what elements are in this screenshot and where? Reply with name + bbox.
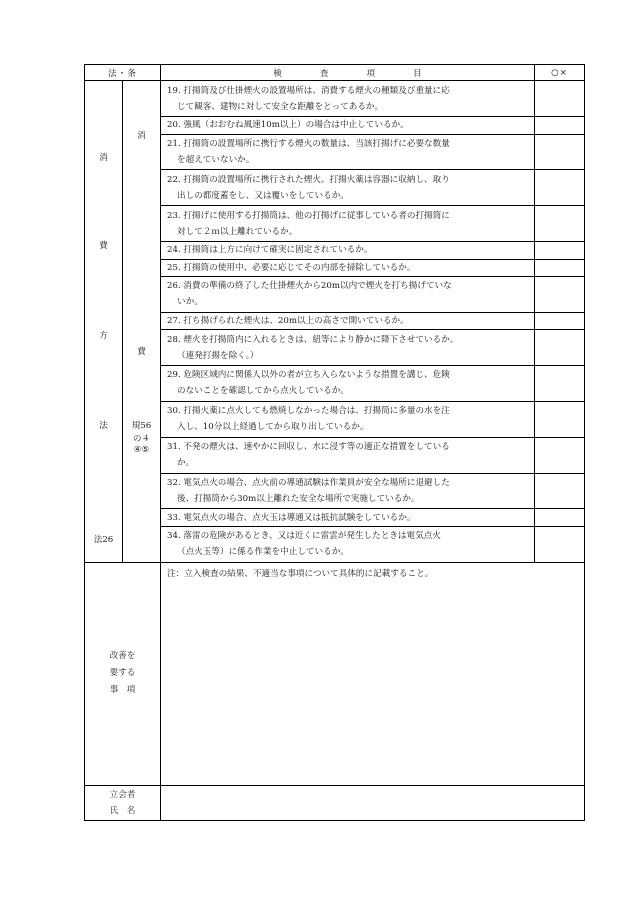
law-label: 方: [99, 331, 108, 342]
sub-label: 消: [137, 131, 146, 142]
sub-label: 費: [137, 347, 146, 358]
item-line2: のないことを確認してから点火しているか。: [177, 386, 349, 397]
mark-cell[interactable]: [535, 526, 585, 562]
mark-cell[interactable]: [535, 276, 585, 312]
check-item: [161, 401, 535, 437]
improvement-row: [85, 562, 585, 785]
check-item: [161, 206, 535, 242]
mark-cell[interactable]: [535, 242, 585, 259]
improvement-label-line: 改善を: [109, 651, 136, 662]
header-item-char: 目: [413, 68, 422, 79]
mark-cell[interactable]: [535, 437, 585, 473]
item-line1: 28. 煙火を打揚筒内に入れるときは、紐等により静かに降下させているか。: [167, 334, 459, 345]
item-line2: 対して２ｍ以上離れているか。: [177, 226, 298, 237]
sub-label: ④⑤: [133, 445, 150, 456]
improvement-label-line: 要する: [109, 668, 136, 679]
sub-label: の４: [132, 434, 151, 445]
improvement-note[interactable]: 注：立入検査の結果、不適当な事項について具体的に記載すること。: [161, 562, 585, 785]
check-item: [161, 312, 535, 329]
mark-cell[interactable]: [535, 259, 585, 276]
header-mark: ○×: [535, 65, 585, 81]
law-column: [85, 81, 123, 562]
witness-row: [85, 786, 585, 821]
mark-cell[interactable]: [535, 206, 585, 242]
item-line2: か。: [177, 458, 195, 469]
check-item: [161, 437, 535, 473]
header-item-char: 査: [319, 68, 329, 79]
header-law: 法・条: [85, 65, 161, 81]
item-line1: 22. 打揚筒の設置場所に携行された煙火、打揚火薬は容器に収納し、取り: [167, 174, 450, 185]
law-label: 法: [99, 421, 108, 432]
check-item: [161, 170, 535, 206]
item-line1: 24. 打揚筒は上方に向けて確実に固定されているか。: [167, 245, 373, 256]
mark-cell[interactable]: [535, 509, 585, 526]
header-item-char: 検: [273, 68, 282, 79]
header-item-char: 項: [366, 68, 376, 79]
check-item: [161, 276, 535, 312]
witness-label: [85, 786, 161, 821]
mark-cell[interactable]: [535, 312, 585, 329]
check-item: [161, 473, 535, 509]
check-item: [161, 81, 535, 117]
improvement-label: [85, 562, 161, 785]
item-line1: 32. 電気点火の場合、点火前の導通試験は作業員が安全な場所に退避した: [167, 478, 450, 489]
item-line1: 34. 落雷の危険があるとき、又は近くに雷雲が発生したときは電気点火: [167, 531, 441, 542]
witness-label-line: 氏 名: [109, 806, 136, 816]
mark-cell[interactable]: [535, 366, 585, 402]
item-line1: 19. 打揚筒及び仕掛煙火の設置場所は、消費する煙火の種類及び重量に応: [167, 85, 450, 96]
law-label: 消: [99, 153, 108, 164]
mark-cell[interactable]: [535, 170, 585, 206]
item-line2: を超えていないか。: [177, 155, 255, 166]
sub-column: [123, 81, 161, 562]
inspection-table: [84, 64, 585, 821]
table-row: [85, 81, 585, 117]
mark-cell[interactable]: [535, 117, 585, 134]
header-item: [161, 65, 535, 81]
item-line1: 23. 打揚げに使用する打揚筒は、他の打揚げに従事している者の打揚筒に: [167, 210, 450, 221]
mark-cell[interactable]: [535, 134, 585, 170]
witness-label-line: 立会者: [109, 790, 136, 800]
check-item: [161, 259, 535, 276]
witness-name-field[interactable]: [161, 786, 585, 821]
check-item: [161, 242, 535, 259]
item-line1: 29. 危険区域内に関係人以外の者が立ち入らないような措置を講じ、危険: [167, 370, 450, 381]
item-line2: （連発打揚を除く。）: [177, 350, 259, 361]
check-item: [161, 117, 535, 134]
item-line1: 27. 打ち揚げられた煙火は、20m以上の高さで開いているか。: [167, 316, 409, 327]
mark-cell[interactable]: [535, 330, 585, 366]
mark-cell[interactable]: [535, 401, 585, 437]
item-line1: 21. 打揚筒の設置場所に携行する煙火の数量は、当該打揚げに必要な数量: [167, 139, 450, 150]
item-line1: 30. 打揚火薬に点火しても燃焼しなかった場合は、打揚筒に多量の水を注: [167, 406, 450, 417]
item-line2: いか。: [177, 297, 203, 308]
header-row: [85, 65, 585, 81]
item-line1: 20. 強風（おおむね風速10m以上）の場合は中止しているか。: [167, 120, 409, 131]
item-line1: 33. 電気点火の場合、点火玉は導通又は抵抗試験をしているか。: [167, 512, 416, 523]
item-line2: （点火玉等）に係る作業を中止しているか。: [177, 547, 349, 558]
check-item: [161, 134, 535, 170]
item-line2: 入し、10分以上経過してから取り出しているか。: [177, 422, 369, 433]
check-item: [161, 509, 535, 526]
improvement-label-line: 事 項: [109, 685, 136, 696]
mark-cell[interactable]: [535, 81, 585, 117]
sub-label: 規56: [131, 421, 152, 432]
check-item: [161, 526, 535, 562]
item-line2: 後、打揚筒から30m以上離れた安全な場所で実施しているか。: [177, 494, 420, 505]
law-label: 費: [99, 241, 108, 252]
item-line2: 出しの都度蓋をし、又は覆いをしているか。: [177, 190, 349, 201]
item-line1: 26. 消費の準備の終了した仕掛煙火から20m以内で煙火を打ち揚げていな: [167, 281, 452, 292]
item-line2: じて観客、建物に対して安全な距離をとってあるか。: [177, 101, 384, 112]
mark-cell[interactable]: [535, 473, 585, 509]
law-label: 法26: [93, 535, 114, 546]
item-line1: 25. 打揚筒の使用中、必要に応じてその内部を掃除しているか。: [167, 262, 416, 273]
item-line1: 31. 不発の煙火は、速やかに回収し、水に浸す等の適正な措置をしている: [167, 442, 450, 453]
check-item: [161, 366, 535, 402]
check-item: [161, 330, 535, 366]
